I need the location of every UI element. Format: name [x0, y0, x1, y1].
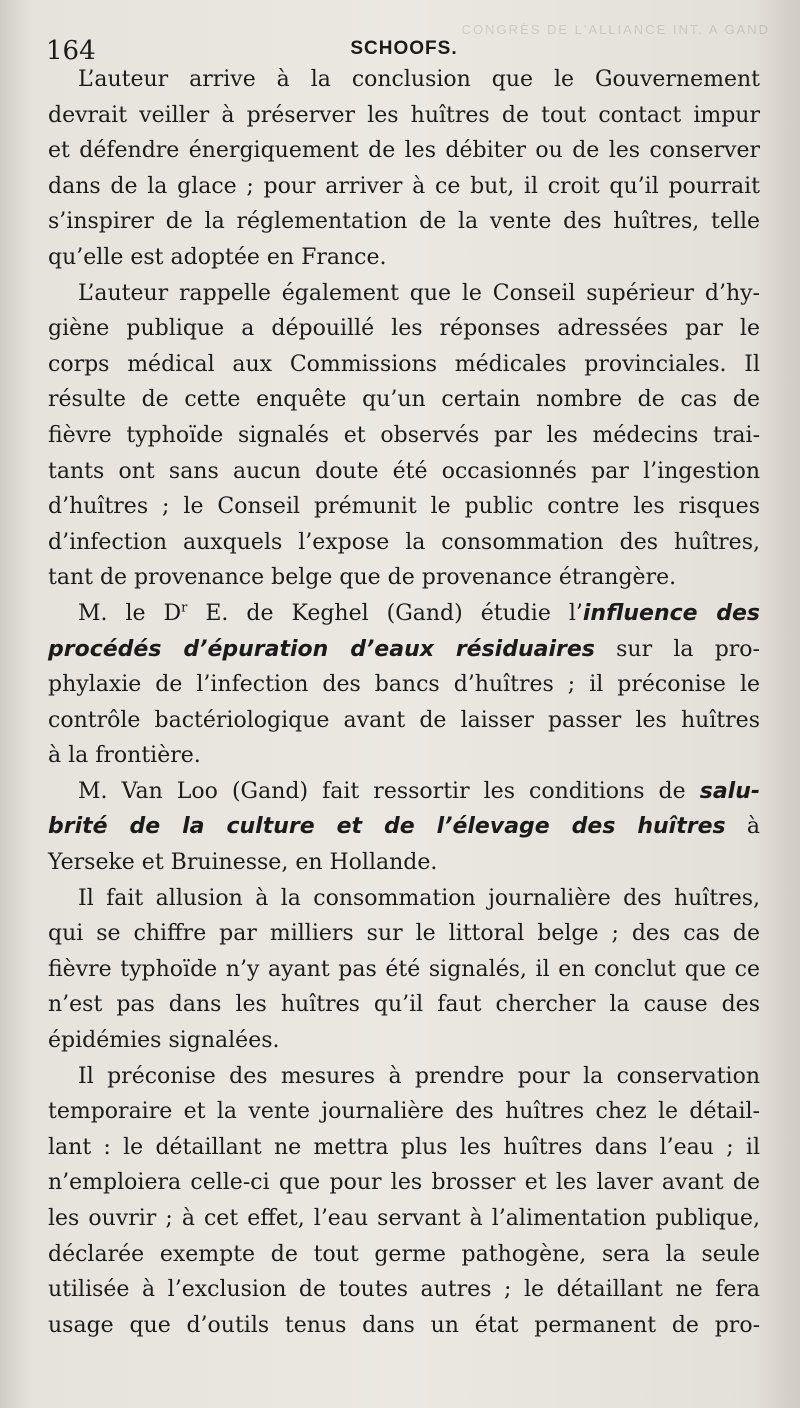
text-line: d’huîtres ; le Conseil prémunit le public contre les risques: [48, 494, 760, 520]
paragraph: [48, 596, 760, 774]
text-line: à la frontière.: [48, 743, 201, 769]
paragraph: [48, 881, 760, 1059]
text-line: fièvre typhoïde signalés et observés par les médecins trai-: [48, 422, 760, 448]
text-line: L’auteur arrive à la conclusion que le Gouvernement: [78, 67, 760, 92]
text-line: M. le $D^r$ E. de Keghel (Gand) étudie l’influence des: [78, 600, 761, 626]
text-line: n’emploiera celle-ci que pour les brosser et les laver avant de: [48, 1170, 760, 1196]
text-line: utilisée à l’exclusion de toutes autres ; le détaillant ne fera: [48, 1277, 760, 1303]
page-header: [46, 26, 760, 66]
text-line: Yerseke et Bruinesse, en Hollande.: [48, 850, 438, 876]
text-line: n’est pas dans les huîtres qu’il faut chercher la cause des: [48, 992, 760, 1018]
emphasis-text: salu-: [699, 778, 760, 804]
text-line: fièvre typhoïde n’y ayant pas été signalés, il en conclut que ce: [48, 956, 760, 982]
bleed-through-text: CONGRÈS DE L'ALLIANCE INT. A GAND: [461, 22, 770, 37]
emphasis-text: procédés d’épuration d’eaux résiduaires: [48, 636, 595, 662]
emphasis-text: influence des: [582, 600, 761, 626]
paragraph: [48, 276, 760, 596]
page-number: 164: [46, 36, 96, 66]
text-line: épidémies signalées.: [48, 1028, 280, 1054]
text-line: Il préconise des mesures à prendre pour la conservation: [78, 1063, 760, 1089]
text-line: tant de provenance belge que de provenance étrangère.: [48, 565, 677, 591]
text-line: brité de la culture et de l’élevage des huîtres à: [48, 814, 760, 840]
text-line: phylaxie de l’infection des bancs d’huîtres ; il préconise le: [48, 672, 760, 698]
text-line: déclarée exempte de tout germe pathogène, sera la seule: [48, 1241, 760, 1267]
text-line: contrôle bactériologique avant de laisser passer les huîtres: [48, 707, 760, 733]
paragraph: [48, 1059, 760, 1344]
text-line: d’infection auxquels l’expose la consommation des huîtres,: [48, 529, 760, 555]
text-line: tants ont sans aucun doute été occasionnés par l’ingestion: [48, 458, 760, 484]
text-line: giène publique a dépouillé les réponses adressées par le: [48, 316, 760, 342]
text-line: Il fait allusion à la consommation journalière des huîtres,: [78, 885, 760, 911]
text-line: M. Van Loo (Gand) fait ressortir les conditions de salu-: [78, 778, 760, 804]
text-line: résulte de cette enquête qu’un certain nombre de cas de: [48, 387, 760, 413]
text-line: dans de la glace ; pour arriver à ce but, il croit qu’il pourrait: [48, 173, 760, 199]
body-text: [48, 62, 760, 1343]
text-line: L’auteur rappelle également que le Conseil supérieur d’hy-: [78, 280, 760, 306]
text-line: et défendre énergiquement de les débiter ou de les conserver: [48, 138, 760, 164]
text-line: lant : le détaillant ne mettra plus les huîtres dans l’eau ; il: [48, 1134, 760, 1160]
text-line: les ouvrir ; à cet effet, l’eau servant à l’alimentation publique,: [48, 1206, 760, 1231]
text-line: qui se chiffre par milliers sur le littoral belge ; des cas de: [48, 921, 760, 947]
paragraph: [48, 62, 760, 276]
text-line: qu’elle est adoptée en France.: [48, 244, 387, 270]
emphasis-text: brité de la culture et de l’élevage des huîtres: [48, 814, 726, 840]
text-line: procédés d’épuration d’eaux résiduaires sur la pro-: [48, 636, 760, 662]
text-line: s’inspirer de la réglementation de la vente des huîtres, telle: [48, 209, 760, 235]
paragraph: [48, 774, 760, 881]
text-line: temporaire et la vente journalière des huîtres chez le détail-: [48, 1099, 760, 1125]
text-line: corps médical aux Commissions médicales provinciales. Il: [48, 351, 760, 377]
text-line: usage que d’outils tenus dans un état permanent de pro-: [48, 1312, 760, 1338]
running-head: SCHOOFS.: [350, 38, 458, 59]
text-line: devrait veiller à préserver les huîtres de tout contact impur: [48, 102, 760, 128]
